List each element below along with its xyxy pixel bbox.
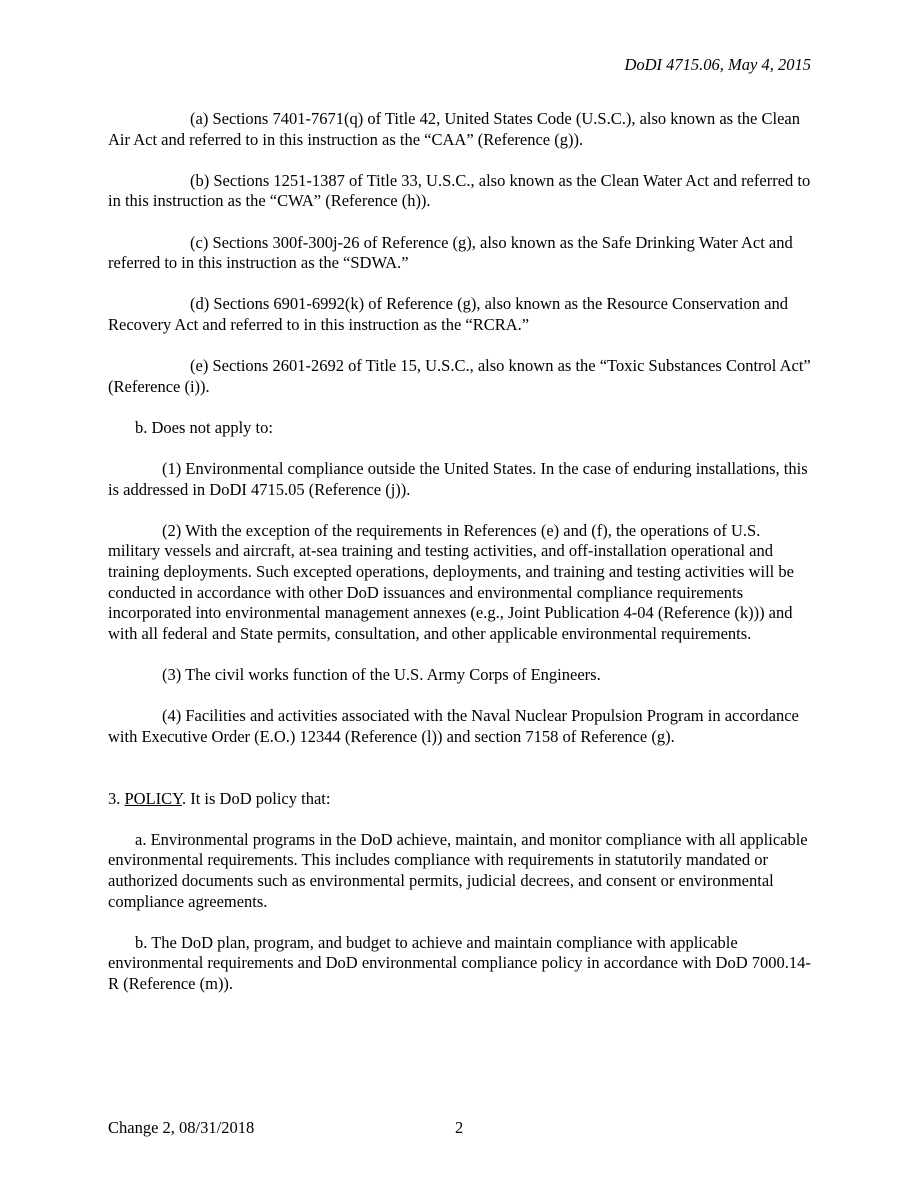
policy-intro: . It is DoD policy that: [181, 788, 331, 808]
paragraph-a-3: (c) Sections 300f-300j-26 of Reference (g), also known as the Safe Drinking Water Act and referred to in this instruction as the “SDWA.” [108, 232, 793, 273]
paragraph-b-heading: b. Does not apply to: [135, 417, 273, 437]
paragraph-b-1: (1) Environmental compliance outside the United States. In the case of enduring installations, this is addressed in DoDI 4715.05 (Reference (j)). [108, 459, 808, 499]
paragraph-a-5: (e) Sections 2601-2692 of Title 15, U.S.C., also known as the “Toxic Substances Control Act” (Reference (i)). [108, 356, 811, 396]
policy-paragraph-a: a. Environmental programs in the DoD achieve, maintain, and monitor compliance with all applicable environmental requirements. This includes compliance with requirements in statutorily mandated or authorized documents such as environmental permits, judicial decrees, and consent or environmental compliance agreements. [108, 829, 808, 911]
policy-heading [108, 789, 814, 810]
document-header: DoDI 4715.06, May 4, 2015 [624, 55, 811, 74]
footer-change: Change 2, 08/31/2018 [108, 1118, 255, 1137]
document-body [108, 109, 814, 1015]
policy-title: POLICY [124, 788, 182, 808]
paragraph-a-2: (b) Sections 1251-1387 of Title 33, U.S.C., also known as the Clean Water Act and referred to in this instruction as the “CWA” (Reference (h)). [108, 170, 811, 211]
paragraph-b-2: (2) With the exception of the requirements in References (e) and (f), the operations of U.S. military vessels and aircraft, at-sea training and testing activities, and off-installation operational and training deployments. Such excepted operations, deployments, and training and testing activities will be conducted in accordance with other DoD issuances and environmental compliance requirements incorporated into environmental management annexes (e.g., Joint Publication 4-04 (Reference (k))) and with all federal and State permits, consultation, and other applicable environmental requirements. [108, 520, 794, 643]
policy-paragraph-b: b. The DoD plan, program, and budget to achieve and maintain compliance with applicable environmental requirements and DoD environmental compliance policy in accordance with DoD 7000.14-R (Reference (m)). [108, 932, 811, 993]
paragraph-b-4: (4) Facilities and activities associated with the Naval Nuclear Propulsion Program in accordance with Executive Order (E.O.) 12344 (Reference (l)) and section 7158 of Reference (g). [108, 706, 799, 746]
paragraph-a-4: (d) Sections 6901-6992(k) of Reference (g), also known as the Resource Conservation and Recovery Act and referred to in this instruction as the “RCRA.” [108, 294, 788, 334]
policy-number: 3. [108, 788, 125, 808]
section-spacer [108, 768, 814, 789]
page-number: 2 [455, 1118, 464, 1137]
paragraph-a-1: (a) Sections 7401-7671(q) of Title 42, United States Code (U.S.C.), also known as the Clean Air Act and referred to in this instruction as the “CAA” (Reference (g)). [108, 109, 800, 149]
paragraph-b-3: (3) The civil works function of the U.S. Army Corps of Engineers. [162, 665, 601, 685]
